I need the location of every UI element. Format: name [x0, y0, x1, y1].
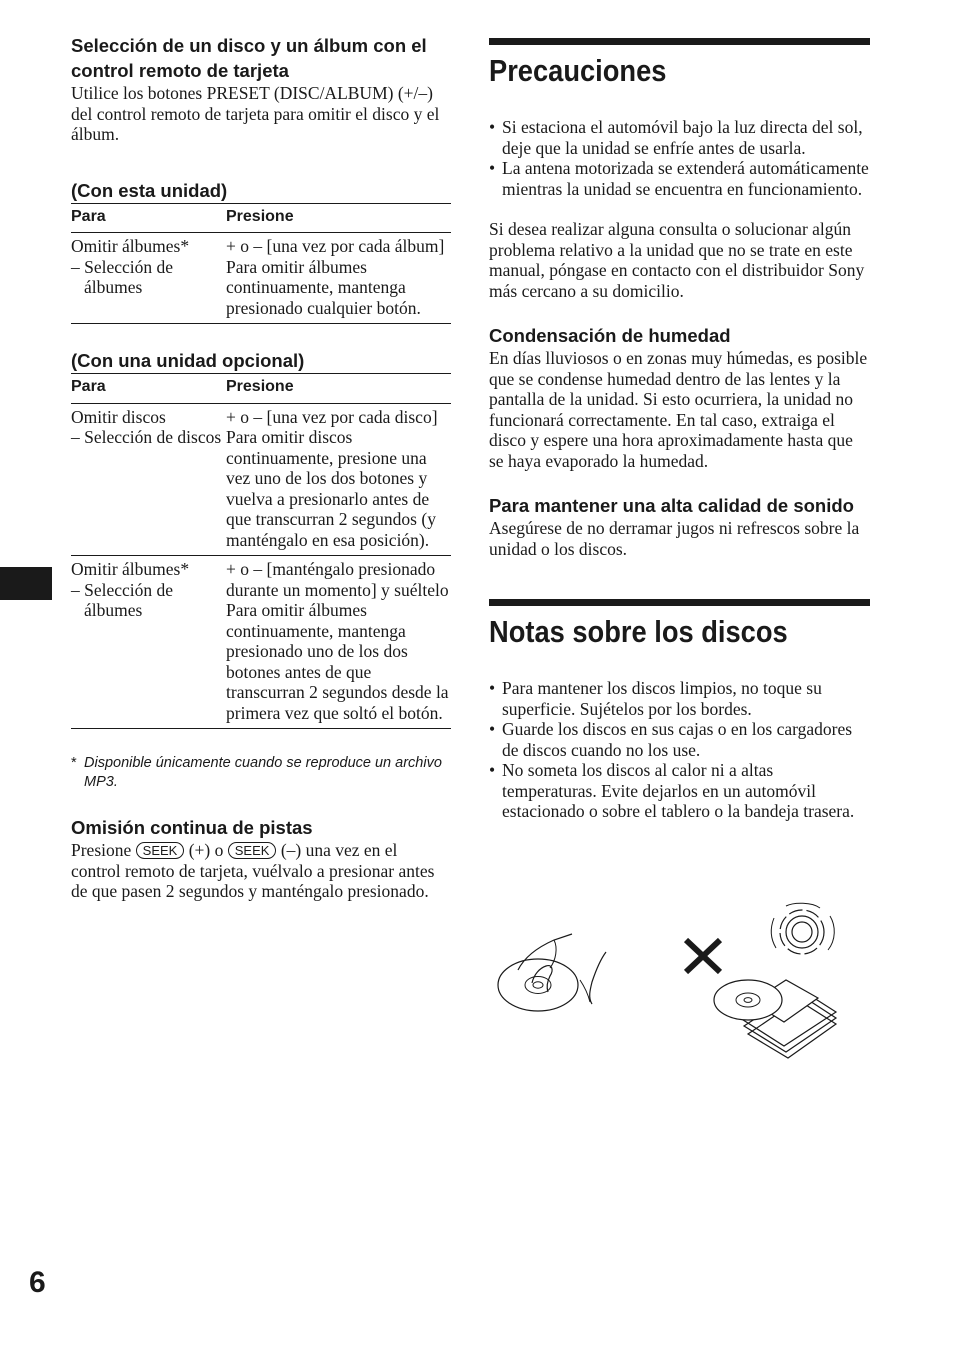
table-title-this-unit: (Con esta unidad) — [71, 180, 451, 204]
row-action: Omitir álbumes* — [71, 559, 190, 579]
row-press: + o – [una vez por cada álbum] — [226, 236, 445, 256]
right-column — [489, 38, 870, 822]
text-plus-or: (+) o — [188, 840, 224, 860]
heading-calidad: Para mantener una alta calidad de sonido — [489, 495, 854, 516]
seek-key-minus: SEEK — [228, 842, 277, 859]
table-title-optional-unit: (Con una unidad opcional) — [71, 350, 451, 374]
section-heading-disc-album: Selección de un disco y un álbum con el control remoto de tarjeta — [71, 35, 427, 81]
section-body-skip-tracks — [71, 840, 451, 902]
footnote — [71, 754, 451, 792]
table-header-presione: Presione — [226, 204, 451, 233]
heading-condensacion: Condensación de humedad — [489, 325, 731, 346]
table-header-para: Para — [71, 204, 226, 233]
list-item: • Si estaciona el automóvil bajo la luz directa del sol, deje que la unidad se enfríe antes de usarla. — [489, 117, 870, 158]
table-row — [71, 403, 451, 556]
section-bar — [489, 599, 870, 606]
row-action: Omitir álbumes* — [71, 236, 190, 256]
list-item: • Para mantener los discos limpios, no toque su superficie. Sujételos por los bordes. — [489, 678, 870, 719]
section-body-disc-album: Utilice los botones PRESET (DISC/ALBUM) (+/–) del control remoto de tarjeta para omitir el disco y el álbum. — [71, 83, 440, 144]
row-press-extra: Para omitir álbumes continuamente, mantenga presionado cualquier botón. — [226, 256, 421, 318]
row-press: + o – [una vez por cada disco] — [226, 406, 438, 427]
list-item: • La antena motorizada se extenderá automáticamente mientras la unidad se encuentra en funcionamiento. — [489, 158, 870, 199]
table-optional-unit — [71, 374, 451, 729]
prohibited-x-icon — [686, 940, 720, 972]
left-column — [71, 33, 451, 902]
table-row — [71, 556, 451, 729]
row-action-sub: – Selección de álbumes — [71, 256, 174, 297]
table-this-unit — [71, 204, 451, 325]
body-calidad: Asegúrese de no derramar jugos ni refrescos sobre la unidad o los discos. — [489, 518, 860, 559]
precauciones-paragraph: Si desea realizar alguna consulta o solucionar algún problema relativo a la unidad que no se trate en este manual, póngase en contacto con el distribuidor Sony más cercano a su domicilio. — [489, 219, 865, 301]
table-header-presione: Presione — [226, 374, 451, 403]
sun-heat-icon — [771, 903, 834, 954]
precauciones-list — [489, 117, 870, 199]
text-rest: (–) una vez en el control remoto de tarjeta, vuélvalo a presionar antes de que pasen 2 segundos y manténgalo presionado. — [71, 840, 435, 901]
text-presione: Presione — [71, 840, 132, 860]
table-header-para: Para — [71, 374, 226, 403]
hand-holding-disc-illustration — [496, 930, 616, 1015]
row-action-sub: – Selección de álbumes — [71, 579, 174, 620]
list-item: • Guarde los discos en sus cajas o en los cargadores de discos cuando no los use. — [489, 719, 870, 760]
row-press: + o – [manténgalo presionado durante un momento] y suéltelo — [226, 559, 449, 600]
title-notas-discos: Notas sobre los discos — [489, 614, 788, 649]
row-press-extra: Para omitir álbumes continuamente, mantenga presionado uno de los dos botones antes de que transcurran 2 segundos desde la primera vez que soltó el botón. — [226, 600, 449, 723]
side-tab-marker — [0, 567, 52, 600]
row-press-extra: Para omitir discos continuamente, presione una vez uno de los dos botones y vuelva a presionarlo antes de que transcurran 2 segundos (y manténgalo en esa posición). — [226, 427, 436, 550]
seek-key-plus: SEEK — [136, 842, 185, 859]
title-precauciones: Precauciones — [489, 53, 667, 88]
row-action: Omitir discos — [71, 406, 166, 427]
table-row — [71, 233, 451, 324]
disc-icon — [714, 980, 782, 1020]
row-action-sub: – Selección de discos — [71, 427, 222, 447]
list-item: • No someta los discos al calor ni a altas temperaturas. Evite dejarlos en un automóvil estacionado o sobre el tablero o la bandeja trasera. — [489, 760, 870, 822]
footnote-text: Disponible únicamente cuando se reproduce un archivo MP3. — [84, 755, 442, 790]
footnote-mark: * — [71, 755, 77, 771]
section-heading-skip-tracks: Omisión continua de pistas — [71, 817, 313, 838]
discs-heat-warning-illustration — [682, 900, 847, 1060]
notas-list — [489, 678, 870, 822]
page-number: 6 — [29, 1266, 46, 1299]
body-condensacion: En días lluviosos o en zonas muy húmedas, es posible que se condense humedad dentro de las lentes y la pantalla de la unidad. Si esto ocurriera, la unidad no funcionará correctamente. En tal caso, extraiga el disco y espere una hora aproximadamente hasta que se haya evaporado la humedad. — [489, 348, 868, 471]
section-bar — [489, 38, 870, 45]
